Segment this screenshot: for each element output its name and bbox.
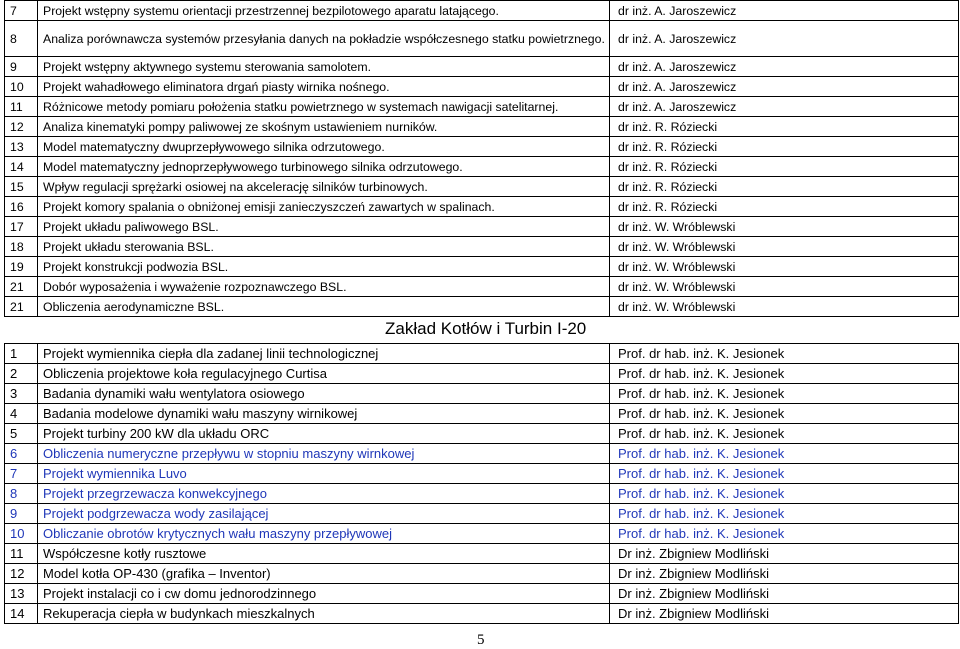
table-row: 11 Współczesne kotły rusztowe Dr inż. Zbigniew Modliński <box>5 544 959 564</box>
table-row: 3 Badania dynamiki wału wentylatora osiowego Prof. dr hab. inż. K. Jesionek <box>5 384 959 404</box>
table-row: 10 Obliczanie obrotów krytycznych wału maszyny przepływowej Prof. dr hab. inż. K. Jesionek <box>5 524 959 544</box>
table-row: 11 Różnicowe metody pomiaru położenia statku powietrznego w systemach nawigacji satelitarnej. dr inż. A. Jaroszewicz <box>5 97 959 117</box>
table-row: 12 Analiza kinematyki pompy paliwowej ze skośnym ustawieniem nurników. dr inż. R. Róziecki <box>5 117 959 137</box>
table-row: 13 Model matematyczny dwuprzepływowego silnika odrzutowego. dr inż. R. Róziecki <box>5 137 959 157</box>
table-row: 6 Obliczenia numeryczne przepływu w stopniu maszyny wirnkowej Prof. dr hab. inż. K. Jesionek <box>5 444 959 464</box>
table-row: 4 Badania modelowe dynamiki wału maszyny wirnikowej Prof. dr hab. inż. K. Jesionek <box>5 404 959 424</box>
table-row: 2 Obliczenia projektowe koła regulacyjnego Curtisa Prof. dr hab. inż. K. Jesionek <box>5 364 959 384</box>
table-row: 19 Projekt konstrukcji podwozia BSL. dr inż. W. Wróblewski <box>5 257 959 277</box>
table-row: 21 Dobór wyposażenia i wyważenie rozpoznawczego BSL. dr inż. W. Wróblewski <box>5 277 959 297</box>
table-row: 9 Projekt podgrzewacza wody zasilającej Prof. dr hab. inż. K. Jesionek <box>5 504 959 524</box>
table-row: 1 Projekt wymiennika ciepła dla zadanej linii technologicznej Prof. dr hab. inż. K. Jesionek <box>5 344 959 364</box>
table-row: 14 Model matematyczny jednoprzepływowego turbinowego silnika odrzutowego. dr inż. R. Róziecki <box>5 157 959 177</box>
section-title: Zakład Kotłów i Turbin I-20 <box>385 319 587 338</box>
table-row: 8 Projekt przegrzewacza konwekcyjnego Prof. dr hab. inż. K. Jesionek <box>5 484 959 504</box>
table-row: 8 Analiza porównawcza systemów przesyłania danych na pokładzie współczesnego statku powietrznego. dr inż. A. Jaroszewicz <box>5 21 959 57</box>
table-row: 15 Wpływ regulacji sprężarki osiowej na akcelerację silników turbinowych. dr inż. R. Róziecki <box>5 177 959 197</box>
topics-table-2 <box>4 343 959 624</box>
table-row: 17 Projekt układu paliwowego BSL. dr inż. W. Wróblewski <box>5 217 959 237</box>
table-row: 18 Projekt układu sterowania BSL. dr inż. W. Wróblewski <box>5 237 959 257</box>
page-number: 5 <box>477 632 485 648</box>
table-row: 9 Projekt wstępny aktywnego systemu sterowania samolotem. dr inż. A. Jaroszewicz <box>5 57 959 77</box>
table-row: 13 Projekt instalacji co i cw domu jednorodzinnego Dr inż. Zbigniew Modliński <box>5 584 959 604</box>
table-row: 21 Obliczenia aerodynamiczne BSL. dr inż. W. Wróblewski <box>5 297 959 317</box>
topics-table-1 <box>4 0 959 317</box>
table-row: 10 Projekt wahadłowego eliminatora drgań piasty wirnika nośnego. dr inż. A. Jaroszewicz <box>5 77 959 97</box>
table-row: 16 Projekt komory spalania o obniżonej emisji zanieczyszczeń zawartych w spalinach. dr inż. R. Róziecki <box>5 197 959 217</box>
table-row: 14 Rekuperacja ciepła w budynkach mieszkalnych Dr inż. Zbigniew Modliński <box>5 604 959 624</box>
table-row: 12 Model kotła OP-430 (grafika – Inventor) Dr inż. Zbigniew Modliński <box>5 564 959 584</box>
table-row: 5 Projekt turbiny 200 kW dla układu ORC Prof. dr hab. inż. K. Jesionek <box>5 424 959 444</box>
table-row: 7 Projekt wymiennika Luvo Prof. dr hab. inż. K. Jesionek <box>5 464 959 484</box>
table-row: 7 Projekt wstępny systemu orientacji przestrzennej bezpilotowego aparatu latającego. dr inż. A. Jaroszewicz <box>5 1 959 21</box>
